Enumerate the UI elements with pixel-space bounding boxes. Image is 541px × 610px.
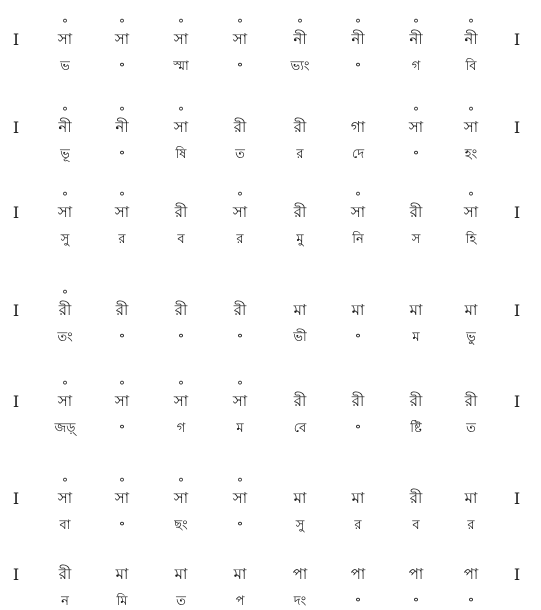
- swara-note: সা: [173, 489, 189, 507]
- bar-line-right: I: [513, 118, 521, 137]
- lyric-syllable: নি: [352, 232, 364, 247]
- lyric-syllable: প: [235, 594, 245, 609]
- lyric-syllable: ত: [176, 594, 186, 609]
- swara-note: পা: [350, 565, 366, 583]
- swara-note: সা: [57, 489, 73, 507]
- lyric-syllable: ॰: [119, 330, 125, 345]
- octave-mark: °: [413, 17, 419, 31]
- lyric-syllable: ॰: [178, 330, 184, 345]
- lyric-syllable: হং: [464, 147, 478, 162]
- lyric-syllable: ॰: [237, 518, 243, 533]
- swara-note: সা: [173, 392, 189, 410]
- swara-note: সা: [57, 30, 73, 48]
- lyric-syllable: ব: [412, 518, 420, 533]
- swara-note: রী: [409, 203, 423, 221]
- octave-mark: °: [62, 190, 68, 204]
- swara-note: গা: [350, 118, 366, 136]
- lyric-syllable: ॰: [468, 594, 474, 609]
- swara-note: রী: [58, 301, 72, 319]
- swara-note: রী: [351, 392, 365, 410]
- swara-note: মা: [464, 489, 478, 507]
- lyric-syllable: ॰: [237, 330, 243, 345]
- lyric-syllable: মু: [296, 232, 304, 247]
- bar-line-left: I: [12, 203, 20, 222]
- bar-line-left: I: [12, 565, 20, 584]
- swara-note: নী: [58, 118, 72, 136]
- lyric-syllable: বা: [59, 518, 71, 533]
- swara-note: পা: [292, 565, 308, 583]
- lyric-syllable: ॰: [413, 147, 419, 162]
- swara-note: সা: [114, 489, 130, 507]
- swara-note: মা: [351, 301, 365, 319]
- octave-mark: °: [62, 17, 68, 31]
- lyric-syllable: ॰: [119, 518, 125, 533]
- lyric-syllable: র: [118, 232, 126, 247]
- swara-note: সা: [350, 203, 366, 221]
- lyric-syllable: স্মা: [173, 59, 189, 74]
- swara-note: নী: [409, 30, 423, 48]
- swara-note: রী: [293, 203, 307, 221]
- swara-note: মা: [464, 301, 478, 319]
- lyric-syllable: তং: [57, 330, 73, 345]
- lyric-syllable: দে: [351, 147, 365, 162]
- swara-note: রী: [233, 301, 247, 319]
- lyric-syllable: সু: [60, 232, 70, 247]
- lyric-syllable: ॰: [413, 594, 419, 609]
- lyric-syllable: ষ্টি: [410, 421, 422, 436]
- octave-mark: °: [237, 190, 243, 204]
- lyric-syllable: র: [354, 518, 362, 533]
- bar-line-right: I: [513, 392, 521, 411]
- bar-line-left: I: [12, 118, 20, 137]
- octave-mark: °: [178, 476, 184, 490]
- swara-note: মা: [293, 301, 307, 319]
- bar-line-left: I: [12, 392, 20, 411]
- lyric-syllable: ॰: [355, 594, 361, 609]
- swara-note: রী: [58, 565, 72, 583]
- bar-line-right: I: [513, 301, 521, 320]
- lyric-syllable: ভী: [293, 330, 307, 345]
- lyric-syllable: বি: [465, 59, 477, 74]
- lyric-syllable: ভু: [466, 330, 476, 345]
- swara-note: মা: [409, 301, 423, 319]
- lyric-syllable: গ: [411, 59, 421, 74]
- lyric-syllable: র: [236, 232, 244, 247]
- swara-note: সা: [232, 392, 248, 410]
- swara-note: মা: [174, 565, 188, 583]
- swara-note: রী: [174, 301, 188, 319]
- lyric-syllable: মি: [116, 594, 128, 609]
- lyric-syllable: র: [296, 147, 304, 162]
- lyric-syllable: ॰: [119, 421, 125, 436]
- swara-note: সা: [232, 30, 248, 48]
- swara-note: সা: [57, 203, 73, 221]
- octave-mark: °: [178, 17, 184, 31]
- lyric-syllable: ভ: [60, 59, 70, 74]
- lyric-syllable: সু: [295, 518, 305, 533]
- octave-mark: °: [119, 476, 125, 490]
- swara-note: নী: [351, 30, 365, 48]
- octave-mark: °: [355, 190, 361, 204]
- swara-note: রী: [115, 301, 129, 319]
- swara-note: মা: [293, 489, 307, 507]
- lyric-syllable: ম: [412, 330, 420, 345]
- octave-mark: °: [297, 17, 303, 31]
- bar-line-left: I: [12, 489, 20, 508]
- swara-note: পা: [408, 565, 424, 583]
- swara-note: সা: [114, 392, 130, 410]
- swara-note: সা: [463, 118, 479, 136]
- swara-note: মা: [351, 489, 365, 507]
- bar-line-left: I: [12, 301, 20, 320]
- octave-mark: °: [237, 17, 243, 31]
- swara-note: নী: [293, 30, 307, 48]
- lyric-syllable: হি: [465, 232, 477, 247]
- octave-mark: °: [119, 105, 125, 119]
- octave-mark: °: [62, 105, 68, 119]
- swara-note: মা: [115, 565, 129, 583]
- lyric-syllable: স: [411, 232, 421, 247]
- lyric-syllable: ত: [466, 421, 476, 436]
- swara-note: সা: [114, 203, 130, 221]
- swara-note: পা: [463, 565, 479, 583]
- lyric-syllable: ॰: [119, 59, 125, 74]
- octave-mark: °: [468, 190, 474, 204]
- swara-note: রী: [464, 392, 478, 410]
- swara-note: নী: [464, 30, 478, 48]
- octave-mark: °: [237, 476, 243, 490]
- swara-note: সা: [57, 392, 73, 410]
- bar-line-left: I: [12, 30, 20, 49]
- octave-mark: °: [413, 105, 419, 119]
- octave-mark: °: [178, 105, 184, 119]
- lyric-syllable: দং: [293, 594, 307, 609]
- lyric-syllable: গ: [176, 421, 186, 436]
- octave-mark: °: [355, 17, 361, 31]
- lyric-syllable: ত: [235, 147, 245, 162]
- bar-line-right: I: [513, 565, 521, 584]
- lyric-syllable: ॰: [355, 421, 361, 436]
- swara-note: রী: [409, 489, 423, 507]
- lyric-syllable: বে: [293, 421, 307, 436]
- lyric-syllable: ॰: [355, 330, 361, 345]
- octave-mark: °: [62, 379, 68, 393]
- swara-note: রী: [409, 392, 423, 410]
- swara-note: মা: [233, 565, 247, 583]
- swara-note: সা: [463, 203, 479, 221]
- octave-mark: °: [119, 379, 125, 393]
- lyric-syllable: ॰: [237, 59, 243, 74]
- swara-note: সা: [408, 118, 424, 136]
- swara-note: সা: [173, 30, 189, 48]
- octave-mark: °: [62, 288, 68, 302]
- lyric-syllable: ব: [177, 232, 185, 247]
- lyric-syllable: ম: [236, 421, 244, 436]
- swara-note: রী: [174, 203, 188, 221]
- lyric-syllable: ন: [61, 594, 69, 609]
- swara-note: রী: [233, 118, 247, 136]
- octave-mark: °: [119, 17, 125, 31]
- bar-line-right: I: [513, 203, 521, 222]
- octave-mark: °: [178, 379, 184, 393]
- lyric-syllable: জড়্: [54, 421, 76, 436]
- swara-note: সা: [173, 118, 189, 136]
- octave-mark: °: [119, 190, 125, 204]
- bar-line-right: I: [513, 489, 521, 508]
- octave-mark: °: [468, 105, 474, 119]
- swara-note: নী: [115, 118, 129, 136]
- lyric-syllable: ভূ: [60, 147, 70, 162]
- lyric-syllable: ॰: [119, 147, 125, 162]
- swara-note: রী: [293, 118, 307, 136]
- swara-note: রী: [293, 392, 307, 410]
- octave-mark: °: [468, 17, 474, 31]
- lyric-syllable: ষি: [175, 147, 187, 162]
- octave-mark: °: [62, 476, 68, 490]
- lyric-syllable: ছং: [174, 518, 188, 533]
- swara-note: সা: [114, 30, 130, 48]
- lyric-syllable: ভ্যং: [290, 59, 310, 74]
- bar-line-right: I: [513, 30, 521, 49]
- lyric-syllable: ॰: [355, 59, 361, 74]
- swara-note: সা: [232, 203, 248, 221]
- lyric-syllable: র: [467, 518, 475, 533]
- swara-note: সা: [232, 489, 248, 507]
- octave-mark: °: [237, 379, 243, 393]
